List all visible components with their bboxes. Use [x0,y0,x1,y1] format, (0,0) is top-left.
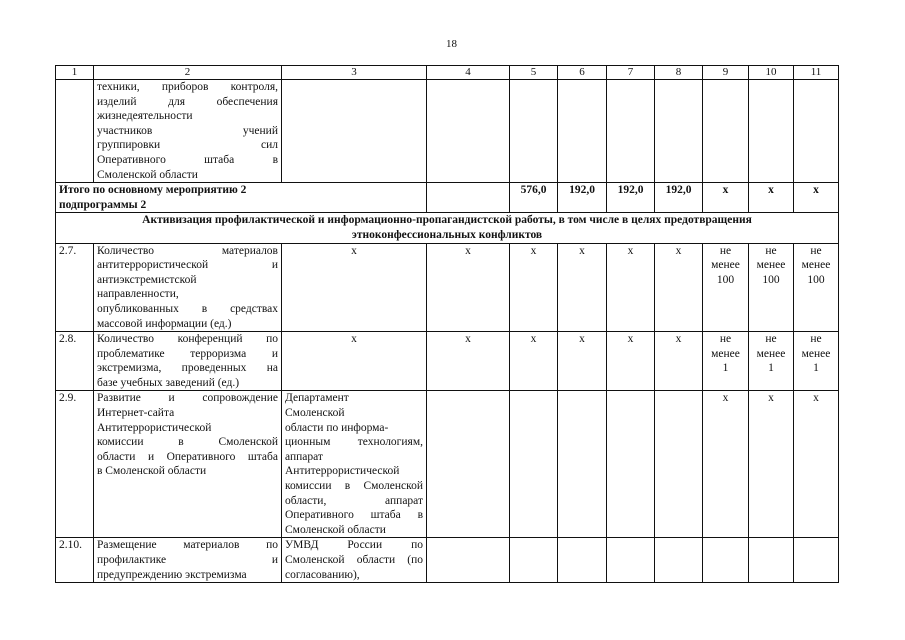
table-row [56,538,839,583]
total-col10: х [749,183,794,213]
description-cell: Размещение материалов по профилактике и предупреждению экстремизма [94,538,282,583]
total-col5: 576,0 [510,183,558,213]
row-number: 2.7. [56,243,94,332]
executor-cell: Департамент Смоленской области по информа- ционным технологиям, аппарат Антитеррористической комиссии в Смоленской области, аппарат Оперативного штаба в Смоленской области [282,391,427,538]
header-cell: 11 [794,66,839,80]
target-cell: не менее 1 [794,332,839,391]
description-cell: техники, приборов контроля, изделий для обеспечения жизнедеятельности участников учений группировки сил Оперативного штаба в Смоленской области [94,80,282,183]
section-heading: Активизация профилактической и информационно-пропагандистской работы, в том числе в целях предотвращения этноконфессиональных конфликтов [56,213,839,243]
header-cell: 7 [607,66,655,80]
total-col6: 192,0 [558,183,607,213]
target-cell: не менее 100 [703,243,749,332]
section-heading-row [56,213,839,243]
table-row-continuation [56,80,839,183]
target-cell: не менее 100 [749,243,794,332]
total-col9: х [703,183,749,213]
header-cell: 2 [94,66,282,80]
page-number: 18 [446,38,457,50]
total-col11: х [794,183,839,213]
header-cell: 5 [510,66,558,80]
description-cell: Развитие и сопровождение Интернет-сайта Антитеррористической комиссии в Смоленской области и Оперативного штаба в Смоленской области [94,391,282,538]
table-row: 2.9. Развитие и сопровождение Интернет-сайта Антитеррористической комиссии в Смоленской области и Оперативного штаба в Смоленской области Департамент Смоленской области по информа- ционным технологиям, аппарат Антитеррористической комиссии в Смоленской области, аппарат Оперативного штаба в Смоленской области х х х [56,391,839,538]
header-row [56,66,839,80]
header-cell: 6 [558,66,607,80]
total-label: Итого по основному мероприятию 2 подпрограммы 2 [56,183,427,213]
description-cell: Количество конференций по проблематике терроризма и экстремизма, проведенных на базе учебных заведений (ед.) [94,332,282,391]
header-cell: 3 [282,66,427,80]
row-number: 2.10. [56,538,94,583]
program-table [55,65,839,583]
table-row: 2.8. Количество конференций по проблематике терроризма и экстремизма, проведенных на базе учебных заведений (ед.) х х х х х х не менее 1 не менее 1 не менее 1 [56,332,839,391]
target-cell: не менее 1 [703,332,749,391]
total-col7: 192,0 [607,183,655,213]
header-cell: 9 [703,66,749,80]
table-row-total [56,183,839,213]
header-cell: 8 [655,66,703,80]
header-cell: 10 [749,66,794,80]
description-cell: Количество материалов антитеррористической и антиэкстремистской направленности, опубликованных в средствах массовой информации (ед.) [94,243,282,332]
target-cell: не менее 100 [794,243,839,332]
header-cell: 1 [56,66,94,80]
row-number: 2.8. [56,332,94,391]
executor-cell: УМВД России по Смоленской области (по согласованию), [282,538,427,583]
target-cell: не менее 1 [749,332,794,391]
total-col8: 192,0 [655,183,703,213]
table-row: 2.7. Количество материалов антитеррористической и антиэкстремистской направленности, опубликованных в средствах массовой информации (ед.) х х х х х х не менее 100 не менее 100 не менее 100 [56,243,839,332]
row-number: 2.9. [56,391,94,538]
header-cell: 4 [427,66,510,80]
